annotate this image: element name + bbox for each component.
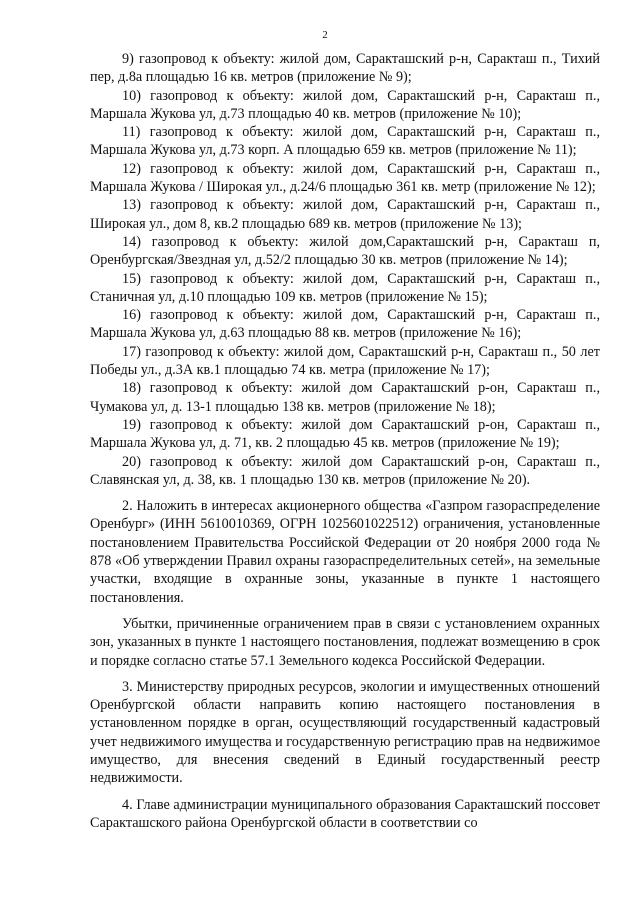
paragraph-clause-2: 2. Наложить в интересах акционерного общества «Газпром газораспределение Оренбург» (ИНН 5610010369, ОГРН 1025601022512) ограничения, установленные постановлением Правительства Российской Федерации от 20 ноября 2000 года № 878 «Об утверждении Правил охраны газораспределительных сетей», на земельные участки, входящие в охранные зоны, указанные в пункте 1 настоящего постановления.: [90, 498, 600, 606]
paragraph-item-15: 15) газопровод к объекту: жилой дом, Саракташский р-н, Саракташ п., Станичная ул, д.10 площадью 109 кв. метров (приложение № 15);: [90, 270, 600, 305]
paragraph-item-9: 9) газопровод к объекту: жилой дом, Саракташский р-н, Саракташ п., Тихий пер, д.8а площадью 16 кв. метров (приложение № 9);: [90, 51, 600, 86]
paragraph-item-19: 19) газопровод к объекту: жилой дом Саракташский р-он, Саракташ п., Маршала Жукова ул, д. 71, кв. 2 площадью 45 кв. метров (приложение № 19);: [90, 416, 600, 452]
paragraph-item-12: 12) газопровод к объекту: жилой дом, Саракташский р-н, Саракташ п., Маршала Жукова / Широкая ул., д.24/6 площадью 361 кв. метр (приложение № 12);: [90, 160, 600, 196]
paragraph-damages: Убытки, причиненные ограничением прав в связи с установлением охранных зон, указанных в пункте 1 настоящего постановления, подлежат возмещению в срок и порядке согласно статье 57.1 Земельного кодекса Российской Федерации.: [90, 615, 600, 669]
paragraph-item-11: 11) газопровод к объекту: жилой дом, Саракташский р-н, Саракташ п., Маршала Жукова ул, д.73 корп. А площадью 659 кв. метров (приложение № 11);: [90, 124, 600, 159]
paragraph-item-16: 16) газопровод к объекту: жилой дом, Саракташский р-н, Саракташ п., Маршала Жукова ул, д.63 площадью 88 кв. метров (приложение № 16);: [90, 307, 600, 342]
paragraph-item-14: 14) газопровод к объекту: жилой дом,Саракташский р-н, Саракташ п, Оренбургская/Звездная ул, д.52/2 площадью 30 кв. метров (приложение № 14);: [90, 233, 600, 269]
paragraph-item-17: 17) газопровод к объекту: жилой дом, Саракташский р-н, Саракташ п., 50 лет Победы ул., д.3А кв.1 площадью 74 кв. метра (приложение № 17);: [90, 343, 600, 379]
paragraph-clause-4: 4. Главе администрации муниципального образования Саракташский поссовет Саракташского района Оренбургской области в соответствии со: [90, 796, 600, 831]
page-number: 2: [322, 29, 328, 41]
paragraph-item-20: 20) газопровод к объекту: жилой дом Саракташский р-он, Саракташ п., Славянская ул, д. 38, кв. 1 площадью 130 кв. метров (приложение № 20).: [90, 453, 600, 488]
paragraph-item-18: 18) газопровод к объекту: жилой дом Саракташский р-он, Саракташ п., Чумакова ул, д. 13-1 площадью 138 кв. метров (приложение № 18);: [90, 380, 600, 415]
paragraph-item-13: 13) газопровод к объекту: жилой дом, Саракташский р-н, Саракташ п., Широкая ул., дом 8, кв.2 площадью 689 кв. метров (приложение № 13);: [90, 197, 600, 232]
document-body: [90, 50, 600, 832]
paragraph-item-10: 10) газопровод к объекту: жилой дом, Саракташский р-н, Саракташ п., Маршала Жукова ул, д.73 площадью 40 кв. метров (приложение № 10);: [90, 87, 600, 122]
paragraph-clause-3: 3. Министерству природных ресурсов, экологии и имущественных отношений Оренбургской области направить копию настоящего постановления в установленном порядке в орган, осуществляющий государственный кадастровый учет недвижимого имущества и государственную регистрацию прав на недвижимое имущество, для внесения сведений в Единый государственный реестр недвижимости.: [90, 678, 600, 787]
